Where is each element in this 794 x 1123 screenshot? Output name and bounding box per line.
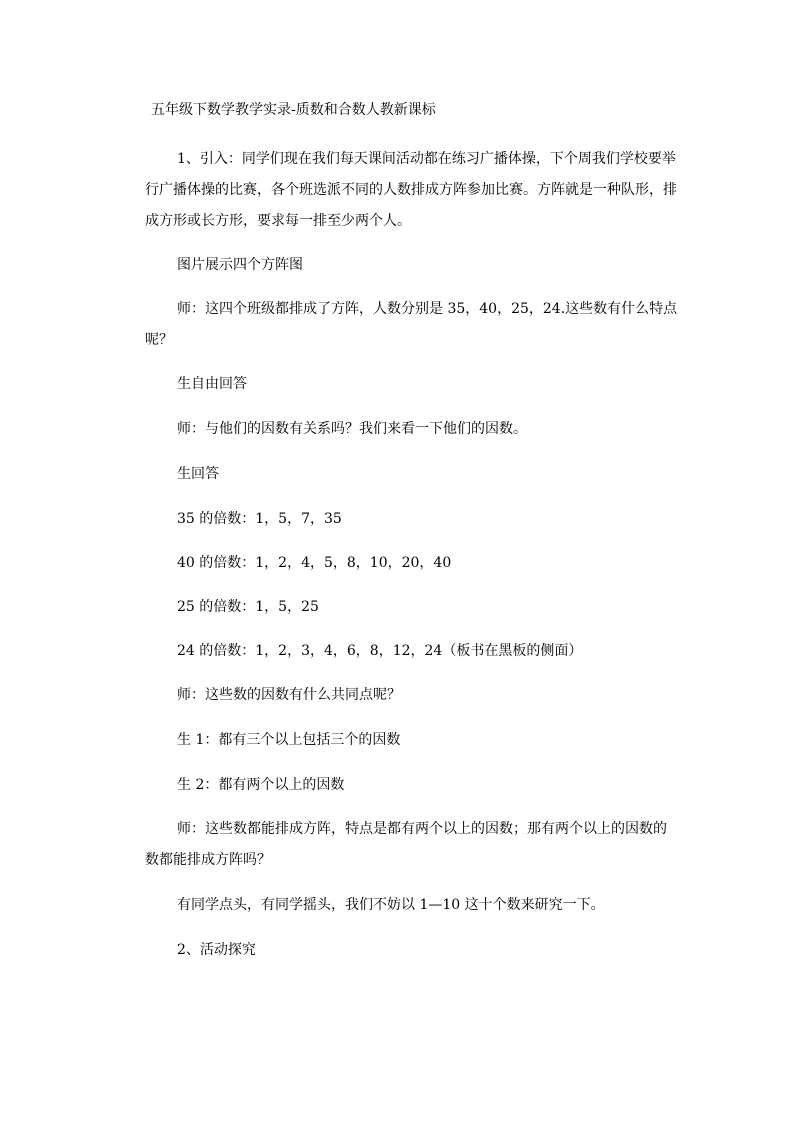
list-item-40: 40 的倍数：1，2，4，5，8，10，20，40 (177, 555, 452, 571)
document-title: 五年级下数学教学实录-质数和合数人教新课标 (151, 102, 436, 118)
paragraph-teacher-square: 师：这些数都能排成方阵，特点是都有两个以上的因数；那有两个以上的因数的数都能排成方阵吗？ (145, 821, 667, 868)
paragraph-student-answer: 生回答 (177, 466, 219, 482)
list-item-24: 24 的倍数：1，2，3，4，6，8，12，24（板书在黑板的侧面） (177, 643, 583, 659)
paragraph-nod: 有同学点头，有同学摇头，我们不妨以 1—10 这十个数来研究一下。 (177, 897, 605, 913)
paragraph-student-1: 生 1：都有三个以上包括三个的因数 (177, 732, 401, 748)
list-item-35: 35 的倍数：1，5，7，35 (177, 511, 342, 527)
paragraph-teacher-question: 师：这四个班级都排成了方阵，人数分别是 35，40，25，24.这些数有什么特点呢？ (145, 301, 678, 348)
paragraph-student-2: 生 2：都有两个以上的因数 (177, 777, 345, 793)
paragraph-student-free-answer: 生自由回答 (177, 376, 247, 392)
list-item-25: 25 的倍数：1，5，25 (177, 599, 319, 615)
section-heading-activity: 2、活动探究 (177, 942, 256, 958)
paragraph-intro: 1、引入：同学们现在我们每天课间活动都在练习广播体操，下个周我们学校要举行广播体操的比赛，各个班选派不同的人数排成方阵参加比赛。方阵就是一种队形，排成方形或长方形，要求每一排至少两个人。 (145, 151, 677, 229)
paragraph-image-show: 图片展示四个方阵图 (177, 257, 303, 273)
paragraph-teacher-factors: 师：与他们的因数有关系吗？我们来看一下他们的因数。 (177, 421, 527, 437)
paragraph-teacher-common: 师：这些数的因数有什么共同点呢？ (177, 687, 401, 703)
